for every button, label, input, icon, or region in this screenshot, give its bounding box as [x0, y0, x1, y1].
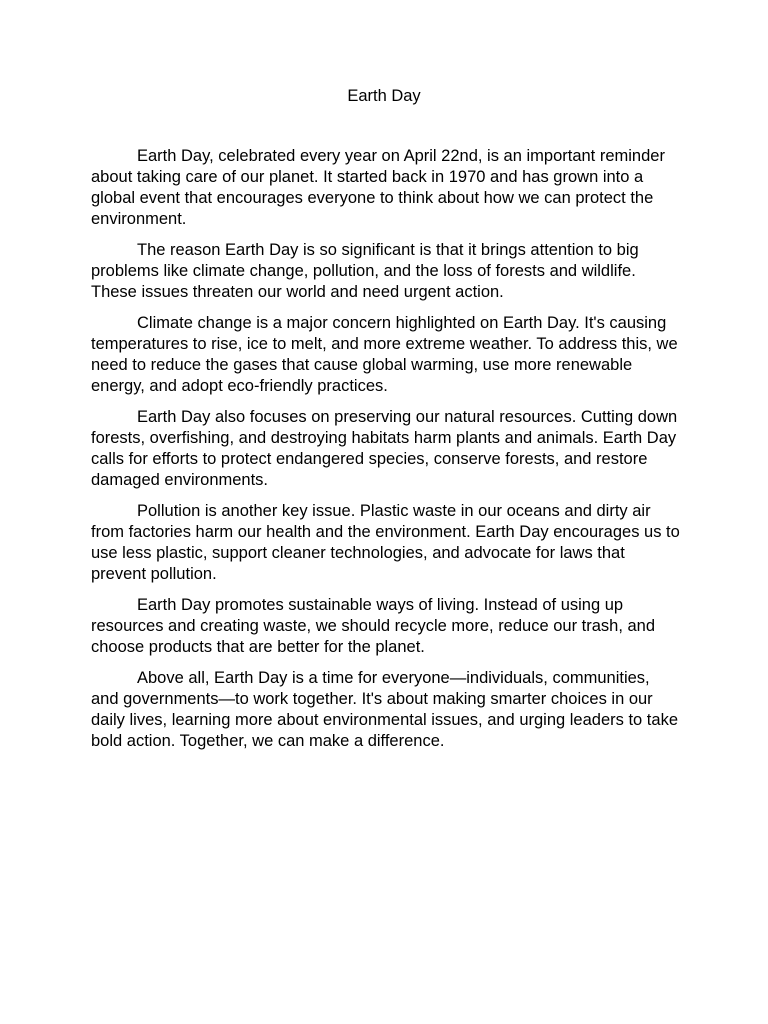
paragraph-sustainability: Earth Day promotes sustainable ways of living. Instead of using up resources and creating waste, we should recycle more, reduce our trash, and choose products that are better for the planet. [91, 596, 656, 656]
paragraph-climate-change: Climate change is a major concern highlighted on Earth Day. It's causing temperatures to rise, ice to melt, and more extreme weather. To address this, we need to reduce the gases that cause global warming, use more renewable energy, and adopt eco-friendly practices. [91, 314, 678, 395]
document-body [91, 146, 681, 762]
document-title: Earth Day [347, 87, 421, 105]
paragraph-intro: Earth Day, celebrated every year on April 22nd, is an important reminder about taking care of our planet. It started back in 1970 and has grown into a global event that encourages everyone to think about how we can protect the environment. [91, 147, 665, 228]
paragraph-significance: The reason Earth Day is so significant is that it brings attention to big problems like climate change, pollution, and the loss of forests and wildlife. These issues threaten our world and need urgent action. [91, 241, 639, 301]
paragraph-conclusion: Above all, Earth Day is a time for everyone—individuals, communities, and governments—to work together. It's about making smarter choices in our daily lives, learning more about environmental issues, and urging leaders to take bold action. Together, we can make a difference. [91, 669, 678, 750]
paragraph-pollution: Pollution is another key issue. Plastic waste in our oceans and dirty air from factories harm our health and the environment. Earth Day encourages us to use less plastic, support cleaner technologies, and advocate for laws that prevent pollution. [91, 502, 680, 583]
paragraph-natural-resources: Earth Day also focuses on preserving our natural resources. Cutting down forests, overfishing, and destroying habitats harm plants and animals. Earth Day calls for efforts to protect endangered species, conserve forests, and restore damaged environments. [91, 408, 678, 489]
